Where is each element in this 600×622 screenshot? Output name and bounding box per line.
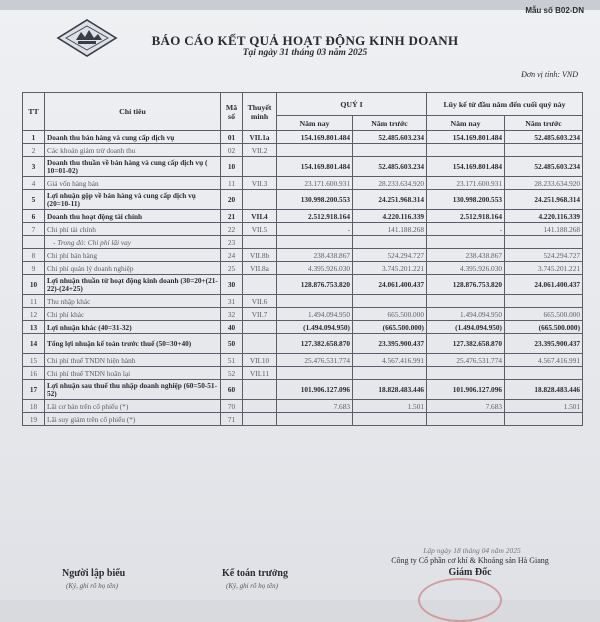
date-line: Lập ngày 18 tháng 04 năm 2025 — [423, 546, 521, 555]
row-q-last: 665.500.000 — [353, 308, 427, 321]
row-q-this: 128.876.753.820 — [277, 275, 353, 295]
row-q-this: 4.395.926.030 — [277, 262, 353, 275]
row-tt: 14 — [23, 334, 45, 354]
row-note: VII.1a — [243, 131, 277, 144]
row-tt: 15 — [23, 354, 45, 367]
row-q-last: 4.220.116.339 — [353, 210, 427, 223]
row-q-last — [353, 367, 427, 380]
row-code: 22 — [221, 223, 243, 236]
row-label: Chi phí tài chính — [45, 223, 221, 236]
row-tt: 8 — [23, 249, 45, 262]
row-y-this: 23.171.600.931 — [427, 177, 505, 190]
row-q-this — [277, 236, 353, 249]
table-row — [23, 210, 583, 223]
table-row — [23, 295, 583, 308]
row-tt: 4 — [23, 177, 45, 190]
table-row — [23, 223, 583, 236]
row-note — [243, 413, 277, 426]
table-row — [23, 367, 583, 380]
row-note: VII.10 — [243, 354, 277, 367]
row-label: Thu nhập khác — [45, 295, 221, 308]
row-code: 60 — [221, 380, 243, 400]
row-tt: 19 — [23, 413, 45, 426]
table-row — [23, 275, 583, 295]
row-y-last — [505, 295, 583, 308]
row-label: Doanh thu bán hàng và cung cấp dịch vụ — [45, 131, 221, 144]
row-note — [243, 321, 277, 334]
row-label: Doanh thu hoạt động tài chính — [45, 210, 221, 223]
row-q-last: (665.500.000) — [353, 321, 427, 334]
row-q-this — [277, 144, 353, 157]
row-note: VII.8b — [243, 249, 277, 262]
row-y-last: 3.745.201.221 — [505, 262, 583, 275]
row-tt: 5 — [23, 190, 45, 210]
row-note — [243, 236, 277, 249]
row-note: VII.3 — [243, 177, 277, 190]
row-tt: 6 — [23, 210, 45, 223]
table-row — [23, 262, 583, 275]
row-tt: 12 — [23, 308, 45, 321]
row-code: 23 — [221, 236, 243, 249]
row-note: VII.7 — [243, 308, 277, 321]
row-q-this — [277, 295, 353, 308]
row-q-this: 25.476.531.774 — [277, 354, 353, 367]
row-q-last: 23.395.900.437 — [353, 334, 427, 354]
table-row — [23, 334, 583, 354]
top-strip — [0, 0, 600, 10]
company-logo-icon — [56, 18, 118, 58]
row-label: Lãi suy giảm trên cổ phiếu (*) — [45, 413, 221, 426]
row-y-last: 23.395.900.437 — [505, 334, 583, 354]
row-tt: 17 — [23, 380, 45, 400]
row-label: - Trong đó: Chi phí lãi vay — [45, 236, 221, 249]
row-q-last: 24.061.400.437 — [353, 275, 427, 295]
row-y-this — [427, 367, 505, 380]
row-q-this: 101.906.127.096 — [277, 380, 353, 400]
currency-unit: Đơn vị tính: VND — [521, 70, 578, 79]
row-code: 32 — [221, 308, 243, 321]
header-note: Thuyết minh — [243, 93, 277, 131]
row-y-this: 127.382.658.870 — [427, 334, 505, 354]
row-note: VII.2 — [243, 144, 277, 157]
row-y-last: 24.061.400.437 — [505, 275, 583, 295]
row-code: 31 — [221, 295, 243, 308]
row-q-last: 28.233.634.920 — [353, 177, 427, 190]
row-y-this — [427, 144, 505, 157]
row-code: 70 — [221, 400, 243, 413]
chief-accountant-signature-note: (Ký, ghi rõ họ tên) — [226, 582, 278, 590]
row-tt: 3 — [23, 157, 45, 177]
row-q-last: 4.567.416.991 — [353, 354, 427, 367]
table-row — [23, 131, 583, 144]
row-code: 02 — [221, 144, 243, 157]
row-q-this — [277, 413, 353, 426]
row-tt — [23, 236, 45, 249]
row-q-last: 524.294.727 — [353, 249, 427, 262]
row-tt: 13 — [23, 321, 45, 334]
row-y-last: 24.251.968.314 — [505, 190, 583, 210]
row-y-this: 154.169.801.484 — [427, 157, 505, 177]
header-ytd-last-year: Năm trước — [505, 116, 583, 131]
preparer-signature-note: (Ký, ghi rõ họ tên) — [66, 582, 118, 590]
row-label: Lợi nhuận sau thuế thu nhập doanh nghiệp (60=50-51-52) — [45, 380, 221, 400]
row-note — [243, 275, 277, 295]
row-q-last: 18.828.483.446 — [353, 380, 427, 400]
row-q-last — [353, 413, 427, 426]
row-note: VII.11 — [243, 367, 277, 380]
row-y-this: 2.512.918.164 — [427, 210, 505, 223]
header-q-this-year: Năm nay — [277, 116, 353, 131]
row-tt: 16 — [23, 367, 45, 380]
row-y-this: 154.169.801.484 — [427, 131, 505, 144]
row-q-this: 238.438.867 — [277, 249, 353, 262]
row-y-this: 238.438.867 — [427, 249, 505, 262]
row-q-last — [353, 236, 427, 249]
row-note — [243, 380, 277, 400]
row-label: Các khoản giảm trừ doanh thu — [45, 144, 221, 157]
row-label: Chi phí thuế TNDN hiện hành — [45, 354, 221, 367]
row-y-this: (1.494.094.950) — [427, 321, 505, 334]
row-label: Lãi cơ bản trên cổ phiếu (*) — [45, 400, 221, 413]
table-row — [23, 236, 583, 249]
row-code: 71 — [221, 413, 243, 426]
row-q-last: 3.745.201.221 — [353, 262, 427, 275]
preparer-title: Người lập biểu — [62, 568, 126, 579]
row-y-last: 18.828.483.446 — [505, 380, 583, 400]
row-q-this: 23.171.600.931 — [277, 177, 353, 190]
row-label: Lợi nhuận thuần từ hoạt động kinh doanh (30=20+(21-22)-(24+25) — [45, 275, 221, 295]
header-code: Mã số — [221, 93, 243, 131]
row-note — [243, 157, 277, 177]
row-code: 50 — [221, 334, 243, 354]
row-code: 10 — [221, 157, 243, 177]
row-y-this: 7.683 — [427, 400, 505, 413]
row-note: VII.4 — [243, 210, 277, 223]
header-q-last-year: Năm trước — [353, 116, 427, 131]
row-y-last — [505, 236, 583, 249]
row-q-this: 2.512.918.164 — [277, 210, 353, 223]
report-date: Tại ngày 31 tháng 03 năm 2025 — [242, 48, 368, 58]
chief-accountant-title: Kế toán trưởng — [222, 568, 288, 579]
row-y-last: (665.500.000) — [505, 321, 583, 334]
table-row — [23, 308, 583, 321]
row-tt: 18 — [23, 400, 45, 413]
row-note — [243, 400, 277, 413]
form-number: Mẫu số B02-DN — [525, 6, 584, 15]
row-label: Chi phí quản lý doanh nghiệp — [45, 262, 221, 275]
row-y-last — [505, 144, 583, 157]
row-label: Giá vốn hàng bán — [45, 177, 221, 190]
row-code: 11 — [221, 177, 243, 190]
row-y-last: 524.294.727 — [505, 249, 583, 262]
row-note: VII.8a — [243, 262, 277, 275]
row-code: 01 — [221, 131, 243, 144]
table-row — [23, 144, 583, 157]
row-label: Doanh thu thuần về bán hàng và cung cấp dịch vụ ( 10=01-02) — [45, 157, 221, 177]
director-title: Giám Đốc — [448, 567, 492, 578]
row-q-this: 154.169.801.484 — [277, 157, 353, 177]
row-y-this — [427, 236, 505, 249]
header-quarter: QUÝ I — [277, 93, 427, 116]
row-tt: 1 — [23, 131, 45, 144]
company-stamp — [418, 578, 502, 622]
row-note — [243, 334, 277, 354]
row-q-last: 52.485.603.234 — [353, 131, 427, 144]
row-y-this: 1.494.094.950 — [427, 308, 505, 321]
row-q-this: 130.998.200.553 — [277, 190, 353, 210]
row-y-this: 128.876.753.820 — [427, 275, 505, 295]
row-q-this: - — [277, 223, 353, 236]
row-y-last — [505, 413, 583, 426]
row-q-last: 141.188.268 — [353, 223, 427, 236]
row-q-this: 127.382.658.870 — [277, 334, 353, 354]
row-y-last: 665.500.000 — [505, 308, 583, 321]
header-tt: TT — [23, 93, 45, 131]
row-code: 21 — [221, 210, 243, 223]
row-y-last: 52.485.603.234 — [505, 157, 583, 177]
header-ytd-this-year: Năm nay — [427, 116, 505, 131]
table-row — [23, 190, 583, 210]
row-q-last: 1.501 — [353, 400, 427, 413]
row-y-this — [427, 295, 505, 308]
row-label: Tổng lợi nhuận kế toán trước thuế (50=30+40) — [45, 334, 221, 354]
table-row — [23, 400, 583, 413]
row-note — [243, 190, 277, 210]
row-code: 40 — [221, 321, 243, 334]
row-label: Chi phí khác — [45, 308, 221, 321]
row-tt: 7 — [23, 223, 45, 236]
row-note: VII.6 — [243, 295, 277, 308]
row-q-last — [353, 144, 427, 157]
row-label: Lợi nhuận gộp về bán hàng và cung cấp dịch vụ (20=10-11) — [45, 190, 221, 210]
row-q-this: 7.683 — [277, 400, 353, 413]
header-ytd: Lũy kế từ đầu năm đến cuối quý này — [427, 93, 583, 116]
row-code: 25 — [221, 262, 243, 275]
row-q-this: 1.494.094.950 — [277, 308, 353, 321]
table-row — [23, 177, 583, 190]
row-label: Chi phí thuế TNDN hoãn lại — [45, 367, 221, 380]
row-label: Lợi nhuận khác (40=31-32) — [45, 321, 221, 334]
row-y-this: - — [427, 223, 505, 236]
table-row — [23, 249, 583, 262]
row-label: Chi phí bán hàng — [45, 249, 221, 262]
row-y-this: 101.906.127.096 — [427, 380, 505, 400]
row-y-last: 4.220.116.339 — [505, 210, 583, 223]
row-y-this: 130.998.200.553 — [427, 190, 505, 210]
row-code: 52 — [221, 367, 243, 380]
row-q-this — [277, 367, 353, 380]
row-y-this: 25.476.531.774 — [427, 354, 505, 367]
report-title: BÁO CÁO KẾT QUẢ HOẠT ĐỘNG KINH DOANH — [151, 33, 459, 48]
row-code: 20 — [221, 190, 243, 210]
table-row — [23, 354, 583, 367]
table-row — [23, 321, 583, 334]
header-indicator: Chỉ tiêu — [45, 93, 221, 131]
row-y-this — [427, 413, 505, 426]
row-tt: 11 — [23, 295, 45, 308]
row-code: 51 — [221, 354, 243, 367]
row-tt: 2 — [23, 144, 45, 157]
row-y-last: 4.567.416.991 — [505, 354, 583, 367]
company-name: Công ty Cổ phần cơ khí & Khoáng sản Hà Giang — [391, 556, 549, 565]
row-tt: 10 — [23, 275, 45, 295]
row-tt: 9 — [23, 262, 45, 275]
table-row — [23, 157, 583, 177]
row-q-last: 24.251.968.314 — [353, 190, 427, 210]
row-q-last — [353, 295, 427, 308]
table-row — [23, 413, 583, 426]
row-code: 30 — [221, 275, 243, 295]
row-y-this: 4.395.926.030 — [427, 262, 505, 275]
row-q-this: (1.494.094.950) — [277, 321, 353, 334]
row-y-last: 1.501 — [505, 400, 583, 413]
income-statement-table — [22, 92, 583, 426]
row-y-last: 141.188.268 — [505, 223, 583, 236]
row-y-last — [505, 367, 583, 380]
row-y-last: 28.233.634.920 — [505, 177, 583, 190]
row-q-this: 154.169.801.484 — [277, 131, 353, 144]
row-code: 24 — [221, 249, 243, 262]
row-note: VII.5 — [243, 223, 277, 236]
row-q-last: 52.485.603.234 — [353, 157, 427, 177]
table-row — [23, 380, 583, 400]
row-y-last: 52.485.603.234 — [505, 131, 583, 144]
